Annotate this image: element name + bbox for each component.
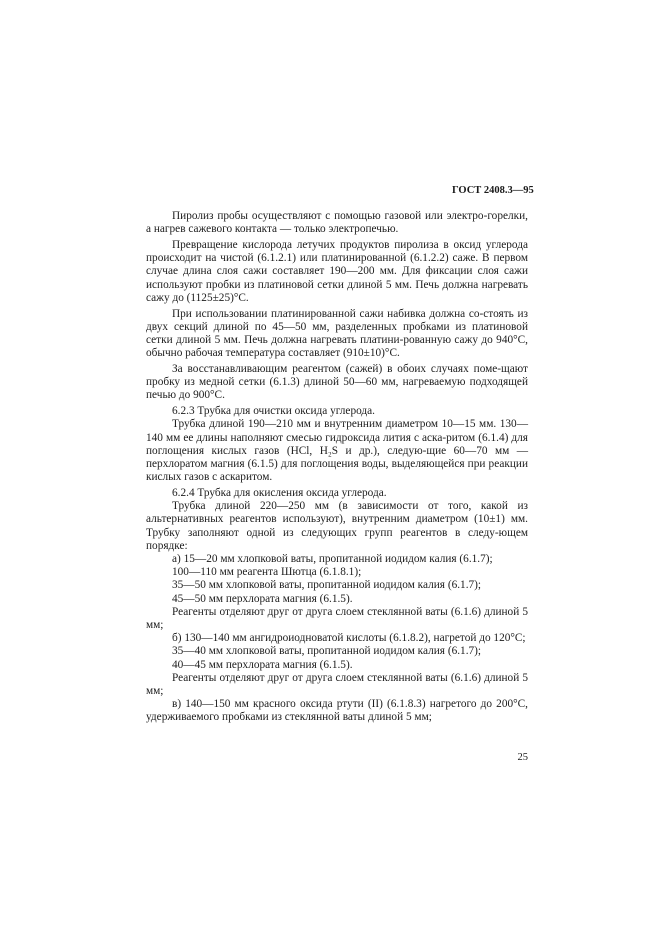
list-item-b-2: 35—40 мм хлопковой ваты, пропитанной иодидом калия (6.1.7); bbox=[172, 645, 482, 658]
section-heading-6-2-3: 6.2.3 Трубка для очистки оксида углерода. bbox=[172, 405, 376, 418]
list-item-b-3: 40—45 мм перхлората магния (6.1.5). bbox=[172, 658, 353, 671]
list-item-v-1: в) 140—150 мм красного оксида ртути (II) (6.1.8.3) нагретого до 200°С, удерживаемого пробками из стеклянной ваты длиной 5 мм; bbox=[146, 698, 528, 724]
list-item-b-1: б) 130—140 мм ангидроиодноватой кислоты (6.1.8.2), нагретой до 120°С; bbox=[172, 632, 526, 645]
list-item-a-1: а) 15—20 мм хлопковой ваты, пропитанной иодидом калия (6.1.7); bbox=[172, 553, 493, 566]
paragraph-cleaning-tube: Трубка длиной 190—210 мм и внутренним диаметром 10—15 мм. 130—140 мм ее длины наполняют смесью гидроксида лития с аска-ритом (6.1.4) для поглощения кислых газов (HCl, H₂S и др.), следую-щие 60—70 мм — перхлоратом магния (6.1.5) для поглощения воды, выделяющейся при реакции кислых газов с аскаритом. bbox=[146, 418, 528, 484]
document-body bbox=[146, 210, 528, 725]
list-item-a-2: 100—110 мм реагента Шютца (6.1.8.1); bbox=[172, 566, 362, 579]
list-item-a-4: 45—50 мм перхлората магния (6.1.5). bbox=[172, 592, 353, 605]
paragraph-separator-b: Реагенты отделяют друг от друга слоем стеклянной ваты (6.1.6) длиной 5 мм; bbox=[146, 671, 528, 698]
paragraph-pyrolysis: Пиролиз пробы осуществляют с помощью газовой или электро-горелки, а нагрев сажевого контакта — только электропечью. bbox=[146, 210, 528, 236]
list-item-a-3: 35—50 мм хлопковой ваты, пропитанной иодидом калия (6.1.7); bbox=[172, 579, 482, 592]
paragraph-copper-plug: За восстанавливающим реагентом (сажей) в обоих случаях поме-щают пробку из медной сетки (6.1.3) длиной 50—60 мм, нагреваемую подходящей печью до 900°С. bbox=[146, 363, 528, 402]
paragraph-oxygen-conversion: Превращение кислорода летучих продуктов пиролиза в оксид углерода происходит на чистой (6.1.2.1) или платинированной (6.1.2.2) саже. В первом случае длина слоя сажи составляет 190—200 мм. Для фиксации слоя сажи используют пробки из платиновой сетки длиной 5 мм. Печь должна нагревать сажу до (1125±25)°С. bbox=[146, 239, 528, 304]
paragraph-platinized-soot: При использовании платинированной сажи набивка должна со-стоять из двух секций длиной по 45—50 мм, разделенных пробками из платиновой сетки длиной 5 мм. Печь должна нагревать платини-рованную сажу до 940°С, обычно рабочая температура составляет (910±10)°С. bbox=[146, 307, 528, 360]
document-code: ГОСТ 2408.3—95 bbox=[452, 185, 534, 196]
section-heading-6-2-4: 6.2.4 Трубка для окисления оксида углерода. bbox=[172, 487, 387, 500]
page-number: 25 bbox=[517, 752, 528, 763]
paragraph-oxidation-tube: Трубка длиной 220—250 мм (в зависимости от того, какой из альтернативных реагентов используют), внутренним диаметром (10±1) мм. Трубку заполняют одной из следующих групп реагентов в следу-ющем порядке: bbox=[146, 500, 528, 552]
paragraph-separator-a: Реагенты отделяют друг от друга слоем стеклянной ваты (6.1.6) длиной 5 мм; bbox=[146, 605, 528, 632]
